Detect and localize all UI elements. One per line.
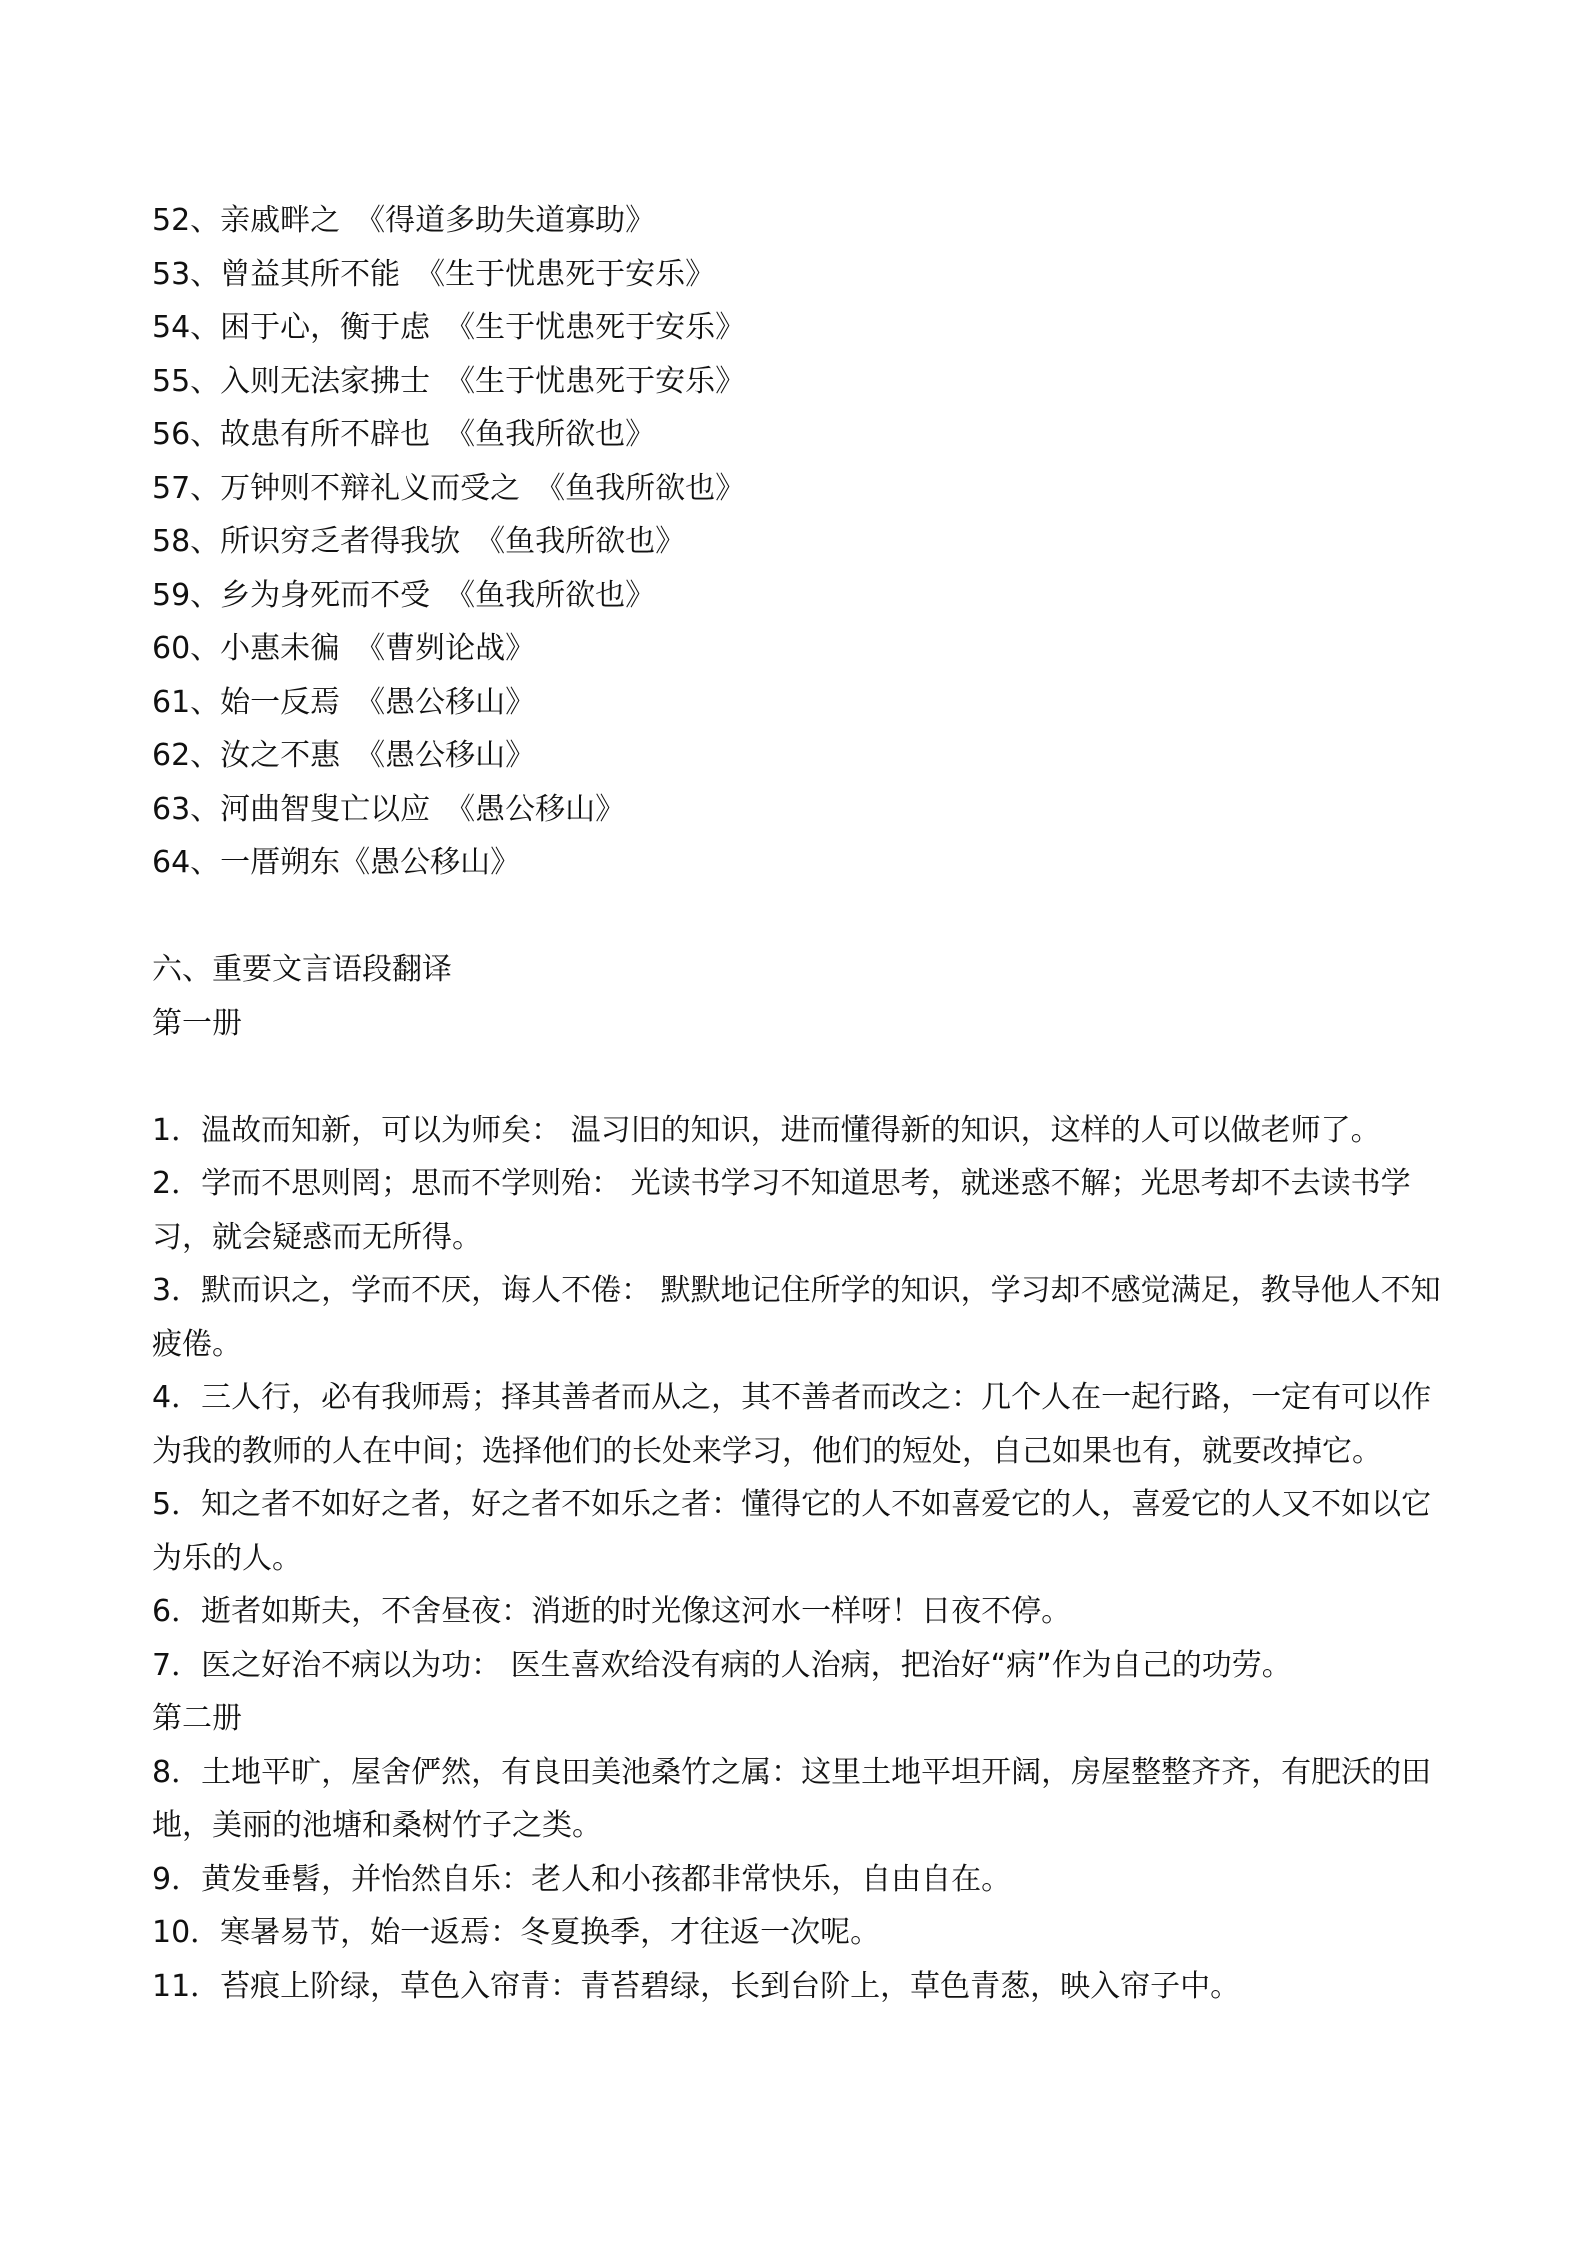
spacer [152, 890, 1442, 944]
list-item: 56、故患有所不辟也 《鱼我所欲也》 [152, 417, 656, 452]
translation-item: 6．逝者如斯夫，不舍昼夜：消逝的时光像这河水一样呀！日夜不停。 [152, 1594, 1072, 1629]
list-item: 58、所识穷乏者得我欤 《鱼我所欲也》 [152, 524, 686, 559]
list-item: 63、河曲智叟亡以应 《愚公移山》 [152, 791, 626, 827]
list-item: 53、曾益其所不能 《生于忧患死于安乐》 [152, 256, 716, 292]
translation-item: 2．学而不思则罔；思而不学则殆： 光读书学习不知道思考，就迷惑不解；光思考却不去读书学习，就会疑惑而无所得。 [152, 1166, 1411, 1255]
translation-item: 8．土地平旷，屋舍俨然，有良田美池桑竹之属：这里土地平坦开阔，房屋整整齐齐，有肥沃的田地，美丽的池塘和桑树竹子之类。 [152, 1754, 1432, 1843]
section-title: 六、重要文言语段翻译 [152, 952, 452, 987]
list-item: 57、万钟则不辩礼义而受之 《鱼我所欲也》 [152, 470, 746, 506]
list-item: 61、始一反焉 《愚公移山》 [152, 684, 536, 720]
list-item: 64、一厝朔东《愚公移山》 [152, 845, 521, 880]
translation-item: 10．寒暑易节，始一返焉：冬夏换季，才往返一次呢。 [152, 1915, 881, 1950]
book1-title: 第一册 [152, 1005, 242, 1041]
list-item: 62、汝之不惠 《愚公移山》 [152, 738, 536, 773]
translation-item: 4．三人行，必有我师焉；择其善者而从之，其不善者而改之：几个人在一起行路，一定有可以作为我的教师的人在中间；选择他们的长处来学习，他们的短处，自己如果也有，就要改掉它。 [152, 1380, 1432, 1469]
translation-item: 11．苔痕上阶绿，草色入帘青：青苔碧绿，长到台阶上，草色青葱，映入帘子中。 [152, 1968, 1241, 2004]
translation-item: 5．知之者不如好之者，好之者不如乐之者：懂得它的人不如喜爱它的人，喜爱它的人又不如以它为乐的人。 [152, 1487, 1432, 1576]
spacer [152, 1050, 1442, 1104]
list-item: 60、小惠未徧 《曹刿论战》 [152, 631, 536, 666]
document-content [152, 194, 1442, 2013]
book2-title: 第二册 [152, 1701, 242, 1736]
translation-item: 7．医之好治不病以为功： 医生喜欢给没有病的人治病，把治好“病”作为自己的功劳。 [152, 1647, 1292, 1683]
translation-item: 1．温故而知新，可以为师矣： 温习旧的知识，进而懂得新的知识，这样的人可以做老师了。 [152, 1112, 1381, 1148]
translation-item: 3．默而识之，学而不厌，诲人不倦： 默默地记住所学的知识，学习却不感觉满足，教导他人不知疲倦。 [152, 1273, 1441, 1362]
translation-item: 9．黄发垂髫，并怡然自乐：老人和小孩都非常快乐，自由自在。 [152, 1861, 1012, 1897]
list-item: 59、乡为身死而不受 《鱼我所欲也》 [152, 577, 656, 613]
list-item: 52、亲戚畔之 《得道多助失道寡助》 [152, 203, 656, 238]
list-item: 54、困于心，衡于虑 《生于忧患死于安乐》 [152, 310, 746, 345]
list-item: 55、入则无法家拂士 《生于忧患死于安乐》 [152, 363, 746, 399]
